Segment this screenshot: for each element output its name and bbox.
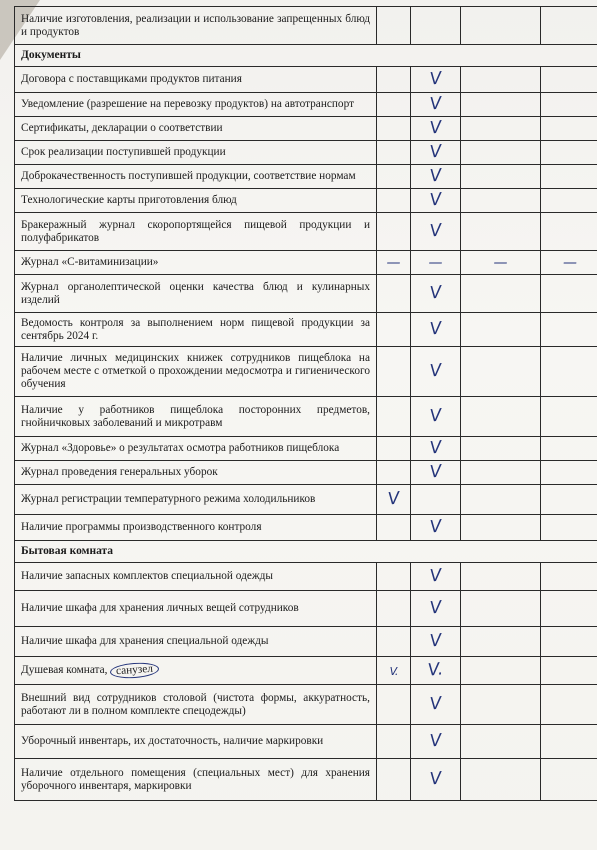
table-row	[15, 67, 597, 93]
criterion-label	[15, 657, 377, 685]
table-row	[15, 485, 597, 515]
section-row	[15, 45, 597, 67]
table-row	[15, 141, 597, 165]
criterion-label	[15, 141, 377, 165]
mark-cell-4	[541, 485, 597, 515]
criterion-text: Журнал органолептической оценки качества блюд и кулинарных изделий	[21, 280, 370, 306]
mark-cell-1	[377, 437, 411, 461]
table-row	[15, 7, 597, 45]
mark-cell-3	[461, 725, 541, 759]
mark-cell-1	[377, 251, 411, 275]
criterion-label	[15, 627, 377, 657]
mark-cell-3	[461, 347, 541, 397]
check-mark-icon: V	[428, 318, 443, 340]
mark-cell-1	[377, 515, 411, 541]
mark-cell-1	[377, 685, 411, 725]
check-mark-icon: V	[428, 117, 443, 139]
table-row	[15, 515, 597, 541]
mark-cell-2	[411, 515, 461, 541]
mark-cell-1	[377, 117, 411, 141]
criterion-label	[15, 251, 377, 275]
table-row	[15, 725, 597, 759]
mark-cell-2	[411, 485, 461, 515]
criterion-text: Наличие шкафа для хранения специальной одежды	[21, 635, 269, 647]
mark-cell-2	[411, 141, 461, 165]
mark-cell-4	[541, 141, 597, 165]
check-mark-icon: V	[428, 630, 443, 652]
check-mark-icon: V	[428, 220, 443, 242]
criterion-text: Ведомость контроля за выполнением норм пищевой продукции за сентябрь 2024 г.	[21, 316, 370, 342]
criterion-text: Наличие программы производственного контроля	[21, 521, 262, 533]
mark-cell-4	[541, 313, 597, 347]
mark-cell-3	[461, 515, 541, 541]
mark-cell-2	[411, 685, 461, 725]
check-mark-icon: V	[428, 93, 443, 115]
handwritten-scribble: V.	[389, 664, 398, 678]
check-mark-icon: V	[428, 405, 443, 427]
mark-cell-4	[541, 275, 597, 313]
mark-cell-2	[411, 251, 461, 275]
check-mark-icon: V	[428, 461, 443, 483]
mark-cell-3	[461, 141, 541, 165]
criterion-text: Наличие у работников пищеблока посторонних предметов, гнойничковых заболеваний и микротравм	[21, 403, 370, 429]
criterion-text: Уборочный инвентарь, их достаточность, наличие маркировки	[21, 735, 324, 747]
mark-cell-2	[411, 591, 461, 627]
mark-cell-3	[461, 591, 541, 627]
table-row	[15, 461, 597, 485]
circled-word: санузел	[110, 661, 160, 679]
criterion-label	[15, 213, 377, 251]
criterion-label	[15, 461, 377, 485]
mark-cell-1	[377, 313, 411, 347]
table-row	[15, 93, 597, 117]
mark-cell-2	[411, 93, 461, 117]
mark-cell-3	[461, 93, 541, 117]
table-row	[15, 591, 597, 627]
mark-cell-1	[377, 485, 411, 515]
criterion-text: Журнал регистрации температурного режима холодильников	[21, 493, 316, 505]
mark-cell-1	[377, 93, 411, 117]
mark-cell-2	[411, 165, 461, 189]
mark-cell-4	[541, 627, 597, 657]
table-row	[15, 213, 597, 251]
table-row	[15, 627, 597, 657]
criterion-text: Наличие отдельного помещения (специальных мест) для хранения уборочного инвентаря, маркировки	[21, 766, 370, 792]
criterion-label	[15, 93, 377, 117]
mark-cell-1	[377, 397, 411, 437]
mark-cell-3	[461, 657, 541, 685]
inspection-checklist-table	[14, 6, 597, 801]
criterion-label	[15, 313, 377, 347]
mark-cell-2	[411, 627, 461, 657]
mark-cell-4	[541, 165, 597, 189]
criterion-label	[15, 165, 377, 189]
mark-cell-3	[461, 563, 541, 591]
criterion-label	[15, 485, 377, 515]
check-mark-icon: V	[428, 730, 443, 752]
table-row	[15, 657, 597, 685]
mark-cell-2	[411, 7, 461, 45]
criterion-label	[15, 515, 377, 541]
table-row	[15, 685, 597, 725]
criterion-label	[15, 563, 377, 591]
mark-cell-2	[411, 347, 461, 397]
mark-cell-2	[411, 213, 461, 251]
check-mark-icon: V	[428, 565, 443, 587]
mark-cell-4	[541, 67, 597, 93]
criterion-label	[15, 725, 377, 759]
mark-cell-4	[541, 189, 597, 213]
table-row	[15, 313, 597, 347]
dash-mark: —	[493, 254, 508, 271]
mark-cell-1	[377, 461, 411, 485]
mark-cell-3	[461, 189, 541, 213]
mark-cell-3	[461, 485, 541, 515]
criterion-text: Журнал «Здоровье» о результатах осмотра работников пищеблока	[21, 442, 340, 454]
criterion-label	[15, 189, 377, 213]
mark-cell-3	[461, 251, 541, 275]
table-row	[15, 251, 597, 275]
criterion-text: Наличие шкафа для хранения личных вещей сотрудников	[21, 602, 299, 614]
mark-cell-3	[461, 627, 541, 657]
criterion-label	[15, 347, 377, 397]
mark-cell-1	[377, 627, 411, 657]
criterion-label	[15, 685, 377, 725]
check-mark-icon: V	[428, 516, 443, 538]
mark-cell-1	[377, 67, 411, 93]
mark-cell-2	[411, 117, 461, 141]
table-row	[15, 347, 597, 397]
criterion-text: Договора с поставщиками продуктов питания	[21, 73, 242, 85]
mark-cell-2	[411, 275, 461, 313]
mark-cell-4	[541, 213, 597, 251]
criterion-text: Уведомление (разрешение на перевозку продуктов) на автотранспорт	[21, 98, 355, 110]
mark-cell-2	[411, 189, 461, 213]
mark-cell-3	[461, 397, 541, 437]
check-mark-icon: V	[428, 189, 443, 211]
criterion-label	[15, 397, 377, 437]
mark-cell-4	[541, 563, 597, 591]
table-row	[15, 437, 597, 461]
check-mark-icon: V	[428, 360, 443, 382]
criterion-text: Наличие запасных комплектов специальной одежды	[21, 570, 274, 582]
mark-cell-4	[541, 117, 597, 141]
check-mark-icon: V	[428, 141, 443, 163]
check-mark-icon: V	[428, 68, 443, 90]
mark-cell-4	[541, 591, 597, 627]
mark-cell-1	[377, 759, 411, 801]
mark-cell-3	[461, 461, 541, 485]
criterion-text: Журнал проведения генеральных уборок	[21, 466, 218, 478]
criterion-text: Журнал «С-витаминизации»	[21, 256, 159, 268]
mark-cell-4	[541, 437, 597, 461]
mark-cell-2	[411, 67, 461, 93]
check-mark-icon: V	[428, 165, 443, 187]
check-mark-icon: V	[428, 597, 443, 619]
table-row	[15, 397, 597, 437]
criterion-text: Наличие личных медицинских книжек сотрудников пищеблока на рабочем месте с отметкой о прохождении медосмотра и гигиенического обучения	[21, 352, 370, 390]
criterion-label	[15, 437, 377, 461]
mark-cell-1	[377, 275, 411, 313]
section-row	[15, 541, 597, 563]
mark-cell-2	[411, 759, 461, 801]
mark-cell-2	[411, 461, 461, 485]
mark-cell-1	[377, 189, 411, 213]
criterion-text: Доброкачественность поступившей продукции, соответствие нормам	[21, 170, 356, 182]
mark-cell-4	[541, 685, 597, 725]
table-row	[15, 759, 597, 801]
table-row	[15, 563, 597, 591]
mark-cell-2	[411, 437, 461, 461]
criterion-text: Сертификаты, декларации о соответствии	[21, 122, 223, 134]
criterion-label	[15, 117, 377, 141]
mark-cell-4	[541, 657, 597, 685]
criterion-text: Срок реализации поступившей продукции	[21, 146, 226, 158]
criterion-label	[15, 7, 377, 45]
mark-cell-4	[541, 461, 597, 485]
mark-cell-4	[541, 397, 597, 437]
mark-cell-1	[377, 591, 411, 627]
criterion-label	[15, 759, 377, 801]
check-mark-icon: V	[428, 768, 443, 790]
mark-cell-4	[541, 93, 597, 117]
check-mark-icon: V	[428, 282, 443, 304]
mark-cell-3	[461, 117, 541, 141]
dash-mark: —	[386, 254, 401, 271]
mark-cell-3	[461, 213, 541, 251]
mark-cell-1	[377, 563, 411, 591]
check-mark-icon: V	[428, 693, 443, 715]
criterion-text: Наличие изготовления, реализации и использование запрещенных блюд и продуктов	[21, 12, 370, 38]
mark-cell-2	[411, 397, 461, 437]
mark-cell-4	[541, 515, 597, 541]
mark-cell-2	[411, 313, 461, 347]
mark-cell-3	[461, 685, 541, 725]
mark-cell-1	[377, 213, 411, 251]
mark-cell-3	[461, 437, 541, 461]
criterion-label	[15, 591, 377, 627]
criterion-text: Бракеражный журнал скоропортящейся пищевой продукции и полуфабрикатов	[21, 218, 370, 244]
criterion-text: Внешний вид сотрудников столовой (чистота формы, аккуратность, работают ли в полном комплекте спецодежды)	[21, 691, 370, 717]
dash-mark: —	[563, 254, 577, 271]
criterion-label	[15, 67, 377, 93]
mark-cell-3	[461, 759, 541, 801]
mark-cell-2	[411, 657, 461, 685]
mark-cell-1	[377, 657, 411, 685]
table-row	[15, 117, 597, 141]
section-heading: Бытовая комната	[15, 541, 597, 563]
check-mark-icon: V	[428, 437, 443, 459]
mark-cell-3	[461, 67, 541, 93]
check-mark-icon: V.	[426, 659, 444, 681]
table-row	[15, 189, 597, 213]
criterion-text: Технологические карты приготовления блюд	[21, 194, 237, 206]
check-mark-icon: V	[386, 488, 401, 510]
dash-mark: —	[428, 254, 443, 271]
mark-cell-1	[377, 347, 411, 397]
mark-cell-1	[377, 141, 411, 165]
mark-cell-4	[541, 251, 597, 275]
mark-cell-4	[541, 759, 597, 801]
mark-cell-1	[377, 165, 411, 189]
table-row	[15, 165, 597, 189]
table-row	[15, 275, 597, 313]
mark-cell-3	[461, 275, 541, 313]
mark-cell-3	[461, 7, 541, 45]
mark-cell-4	[541, 725, 597, 759]
mark-cell-4	[541, 347, 597, 397]
mark-cell-2	[411, 725, 461, 759]
section-heading: Документы	[15, 45, 597, 67]
mark-cell-1	[377, 7, 411, 45]
mark-cell-2	[411, 563, 461, 591]
criterion-label	[15, 275, 377, 313]
mark-cell-1	[377, 725, 411, 759]
mark-cell-3	[461, 165, 541, 189]
mark-cell-4	[541, 7, 597, 45]
mark-cell-3	[461, 313, 541, 347]
criterion-text: Душевая комната,	[21, 664, 111, 676]
